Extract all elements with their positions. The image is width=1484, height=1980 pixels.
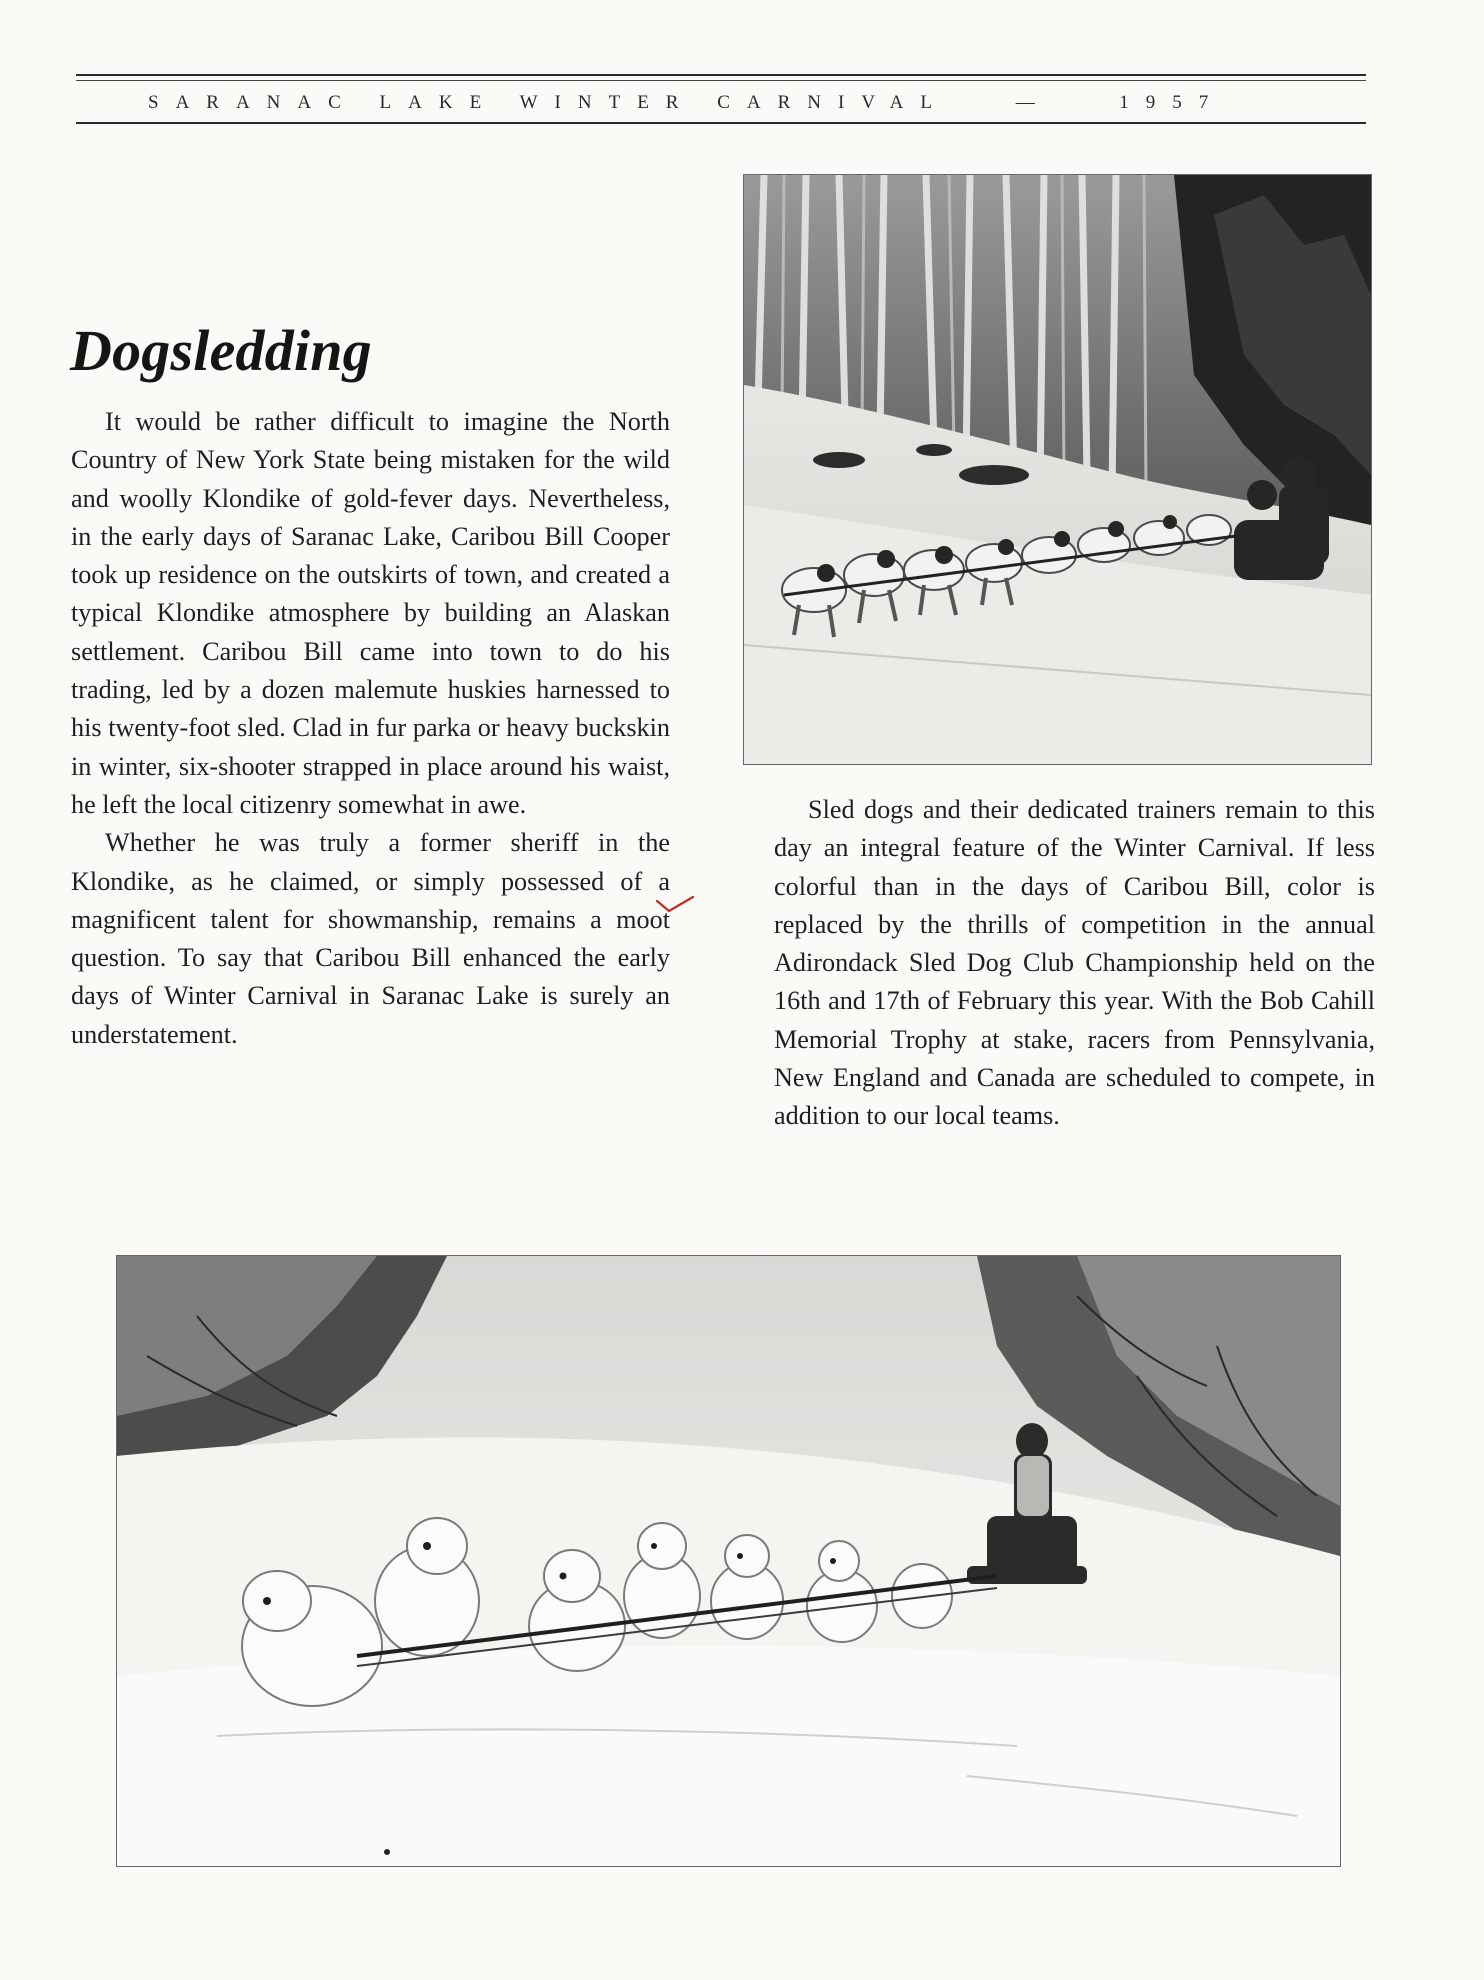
header-rule-top-thin — [76, 80, 1366, 81]
right-column-text — [774, 791, 1375, 1136]
sled-team-forest-photo — [743, 174, 1372, 765]
photo-husky-illustration — [117, 1256, 1340, 1866]
red-check-mark-icon — [655, 895, 695, 915]
header-rule-top — [76, 74, 1366, 76]
photo-forest-illustration — [744, 175, 1371, 764]
left-column-text — [71, 403, 670, 1054]
header-text — [148, 92, 1298, 114]
article-title: Dogsledding — [70, 318, 372, 383]
left-paragraph-2: Whether he was truly a former sheriff in the Klondike, as he claimed, or simply possessed of a magnificent talent for showmanship, remains a moot question. To say that Caribou Bill enhanced the early days of Winter Carnival in Saranac Lake is surely an understatement. — [71, 828, 670, 1049]
left-paragraph-1: It would be rather difficult to imagine the North Country of New York State being mistaken for the wild and woolly Klondike of gold-fever days. Nevertheless, in the early days of Saranac Lake, Caribou Bill Cooper took up residence on the outskirts of town, and created a typical Klondike atmosphere by building an Alaskan settlement. Caribou Bill came into town to do his trading, led by a dozen malemute huskies harnessed to his twenty-foot sled. Clad in fur parka or heavy buckskin in winter, six-shooter strapped in place around his waist, he left the local citizenry somewhat in awe. — [71, 407, 670, 819]
header-dash: — — [1015, 92, 1052, 113]
right-paragraph: Sled dogs and their dedicated trainers remain to this day an integral feature of the Winter Carnival. If less colorful than in the days of Caribou Bill, color is replaced by the thrills of competition in the annual Adirondack Sled Dog Club Championship held on the 16th and 17th of February this year. With the Bob Cahill Memorial Trophy at stake, racers from Pennsylvania, New England and Canada are scheduled to compete, in addition to our local teams. — [774, 795, 1375, 1131]
husky-team-snow-photo — [116, 1255, 1341, 1867]
running-header — [76, 74, 1366, 124]
header-rule-bottom — [76, 122, 1366, 124]
publication-year: 1957 — [1119, 92, 1226, 113]
publication-name: SARANAC LAKE WINTER CARNIVAL — [148, 92, 949, 113]
